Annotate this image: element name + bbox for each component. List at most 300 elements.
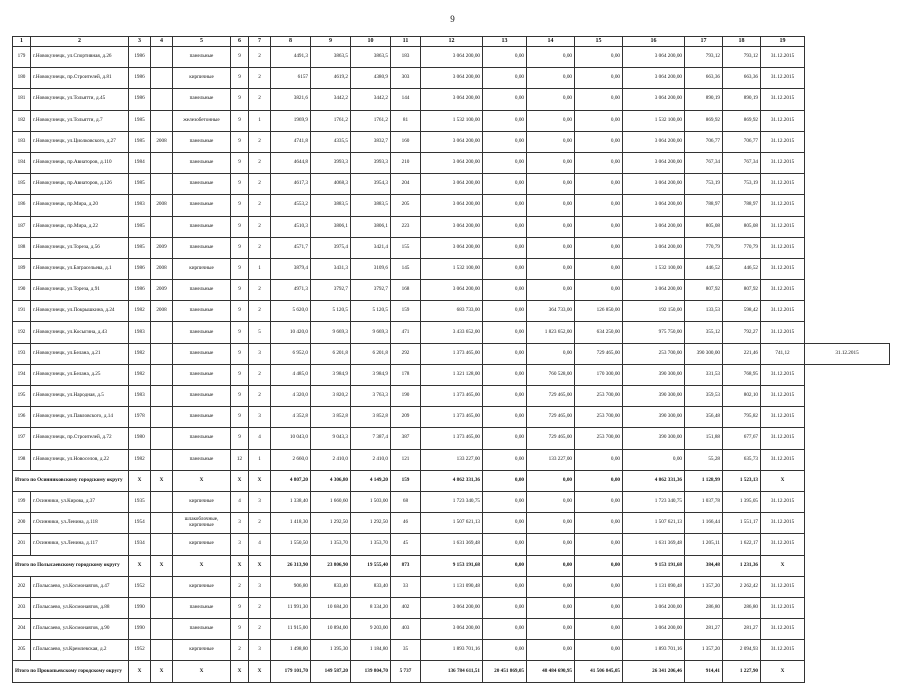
column-header: 6 bbox=[231, 37, 249, 47]
table-row bbox=[13, 449, 890, 470]
table-cell: кирпичные bbox=[173, 258, 231, 279]
table-cell: 4741,8 bbox=[271, 131, 311, 152]
table-cell: 1 292,50 bbox=[351, 513, 391, 534]
table-cell: 3 433 652,00 bbox=[421, 322, 483, 343]
address-cell: г.Новокузнецк, ул.Тольятти, д.7 bbox=[31, 110, 129, 131]
table-cell: 729 465,00 bbox=[575, 343, 623, 364]
table-cell: 9 bbox=[231, 216, 249, 237]
table-cell: 9 153 191,68 bbox=[623, 555, 685, 576]
table-cell: 807,92 bbox=[723, 280, 761, 301]
table-cell: 1 503,00 bbox=[351, 491, 391, 512]
address-cell: г.Новокузнецк, ул.Белана, д.21 bbox=[31, 343, 129, 364]
table-cell: 795,82 bbox=[723, 407, 761, 428]
table-cell: 0,00 bbox=[575, 152, 623, 173]
table-cell: 4553,2 bbox=[271, 195, 311, 216]
table-cell: 196 bbox=[13, 407, 31, 428]
table-cell: 3 064 200,00 bbox=[623, 597, 685, 618]
table-cell bbox=[151, 47, 173, 68]
table-cell: 5 620,0 bbox=[271, 301, 311, 322]
table-cell: 2 bbox=[249, 152, 271, 173]
table-cell: 0,00 bbox=[483, 152, 527, 173]
table-cell: 1 507 621,13 bbox=[421, 513, 483, 534]
table-cell: 753,19 bbox=[723, 174, 761, 195]
table-cell: 4491,3 bbox=[271, 47, 311, 68]
table-cell: 1 395,05 bbox=[723, 491, 761, 512]
column-header: 10 bbox=[351, 37, 391, 47]
table-cell: X bbox=[761, 661, 805, 682]
table-cell: 145 bbox=[391, 258, 421, 279]
table-cell: 5 bbox=[249, 322, 271, 343]
table-cell: 3 852,8 bbox=[351, 407, 391, 428]
table-cell: 31.12.2015 bbox=[761, 152, 805, 173]
table-cell: 0,00 bbox=[575, 47, 623, 68]
column-header: 14 bbox=[527, 37, 575, 47]
table-cell: 253 700,00 bbox=[575, 386, 623, 407]
table-cell: 189 bbox=[13, 258, 31, 279]
table-cell: 2 bbox=[249, 174, 271, 195]
table-cell: 179 bbox=[13, 47, 31, 68]
table-cell: кирпичные bbox=[173, 534, 231, 555]
table-cell: 286,80 bbox=[685, 597, 723, 618]
table-cell: 133 227,00 bbox=[421, 449, 483, 470]
subtotal-label: Итого по Полысаевскому городскому округу bbox=[13, 555, 129, 576]
table-cell bbox=[151, 364, 173, 385]
table-cell: шлакоблочные, кирпичные bbox=[173, 513, 231, 534]
table-cell: 1 227,90 bbox=[723, 661, 761, 682]
table-cell bbox=[151, 576, 173, 597]
table-cell: 4 320,0 bbox=[271, 386, 311, 407]
table-cell: панельные bbox=[173, 216, 231, 237]
table-cell: 31.12.2015 bbox=[761, 640, 805, 661]
table-cell: 31.12.2015 bbox=[761, 195, 805, 216]
table-cell: 194 bbox=[13, 364, 31, 385]
table-cell: 253 700,00 bbox=[623, 343, 685, 364]
table-cell: 10 684,20 bbox=[311, 597, 351, 618]
table-cell: 46 bbox=[391, 513, 421, 534]
table-cell: 4971,3 bbox=[271, 280, 311, 301]
subtotal-label: Итого по Прокопьевскому городскому округу bbox=[13, 661, 129, 682]
table-cell: 1 660,60 bbox=[311, 491, 351, 512]
table-cell: 1986 bbox=[129, 68, 151, 89]
table-cell bbox=[151, 407, 173, 428]
table-cell: 356,48 bbox=[685, 407, 723, 428]
table-cell: 1985 bbox=[129, 174, 151, 195]
table-cell: 3442,2 bbox=[351, 89, 391, 110]
table-row bbox=[13, 258, 890, 279]
table-cell: 81 bbox=[391, 110, 421, 131]
table-cell: 198 bbox=[13, 449, 31, 470]
table-cell: 281,27 bbox=[723, 619, 761, 640]
table-cell: 31.12.2015 bbox=[761, 216, 805, 237]
table-cell: 204 bbox=[13, 619, 31, 640]
table-cell: 359,53 bbox=[685, 386, 723, 407]
table-cell: 3806,1 bbox=[351, 216, 391, 237]
table-cell: 31.12.2015 bbox=[761, 174, 805, 195]
table-cell: 792,27 bbox=[723, 322, 761, 343]
table-cell: 31.12.2015 bbox=[761, 280, 805, 301]
address-cell: г.Новокузнецк, пр.Строителей, д.72 bbox=[31, 428, 129, 449]
table-row bbox=[13, 513, 890, 534]
table-cell: 1761,2 bbox=[311, 110, 351, 131]
table-cell: 201 bbox=[13, 534, 31, 555]
table-cell: 2008 bbox=[151, 301, 173, 322]
table-cell: 1969,9 bbox=[271, 110, 311, 131]
table-cell: 3 064 200,00 bbox=[623, 280, 685, 301]
table-cell: 209 bbox=[391, 407, 421, 428]
table-cell: кирпичные bbox=[173, 640, 231, 661]
table-cell: 471 bbox=[391, 322, 421, 343]
table-cell bbox=[151, 491, 173, 512]
table-cell: 9 bbox=[231, 619, 249, 640]
table-cell: 155 bbox=[391, 237, 421, 258]
column-header: 16 bbox=[623, 37, 685, 47]
table-cell: 136 784 611,51 bbox=[421, 661, 483, 682]
table-cell: 4 149,20 bbox=[351, 470, 391, 491]
column-header: 19 bbox=[761, 37, 805, 47]
table-cell: 0,00 bbox=[575, 619, 623, 640]
table-cell: 1 131 090,48 bbox=[421, 576, 483, 597]
table-cell: 0,00 bbox=[575, 534, 623, 555]
table-cell: 1986 bbox=[129, 258, 151, 279]
table-row bbox=[13, 343, 890, 364]
table-cell: 0,00 bbox=[527, 68, 575, 89]
table-cell: 1 231,36 bbox=[723, 555, 761, 576]
table-row bbox=[13, 110, 890, 131]
table-cell: 2 660,0 bbox=[271, 449, 311, 470]
table-cell: X bbox=[249, 470, 271, 491]
table-cell bbox=[151, 513, 173, 534]
table-cell: 221,46 bbox=[723, 343, 761, 364]
table-cell: 3975,4 bbox=[311, 237, 351, 258]
table-cell: 1 418,30 bbox=[271, 513, 311, 534]
table-cell: 9 153 191,68 bbox=[421, 555, 483, 576]
table-cell: 3 064 200,00 bbox=[421, 152, 483, 173]
table-cell: 598,42 bbox=[723, 301, 761, 322]
table-cell: 0,00 bbox=[483, 428, 527, 449]
table-cell: 0,00 bbox=[527, 47, 575, 68]
table-cell: X bbox=[231, 470, 249, 491]
table-cell: панельные bbox=[173, 364, 231, 385]
table-cell: 683 733,00 bbox=[421, 301, 483, 322]
table-cell: 1983 bbox=[129, 322, 151, 343]
table-cell: 2 094,93 bbox=[723, 640, 761, 661]
table-cell: 1982 bbox=[129, 364, 151, 385]
table-row bbox=[13, 364, 890, 385]
table-cell: 31.12.2015 bbox=[761, 407, 805, 428]
table-cell: 706,77 bbox=[685, 131, 723, 152]
table-cell: 0,00 bbox=[575, 195, 623, 216]
table-cell: 4 862 331,36 bbox=[421, 470, 483, 491]
table-cell: 9 bbox=[231, 322, 249, 343]
table-cell: 0,00 bbox=[483, 619, 527, 640]
table-cell bbox=[151, 68, 173, 89]
table-cell: 68 bbox=[391, 491, 421, 512]
table-cell: 159 bbox=[391, 470, 421, 491]
column-header: 8 bbox=[271, 37, 311, 47]
table-cell: 0,00 bbox=[527, 534, 575, 555]
table-cell: X bbox=[129, 661, 151, 682]
table-cell: 253 700,00 bbox=[575, 407, 623, 428]
table-cell: 9 bbox=[231, 47, 249, 68]
column-header: 5 bbox=[173, 37, 231, 47]
table-cell: 31.12.2015 bbox=[761, 619, 805, 640]
table-cell: 914,41 bbox=[685, 661, 723, 682]
table-cell: 2 bbox=[249, 89, 271, 110]
table-cell: 2 bbox=[249, 131, 271, 152]
table-cell: X bbox=[173, 555, 231, 576]
table-cell: 1 551,17 bbox=[723, 513, 761, 534]
table-cell: 31.12.2015 bbox=[761, 449, 805, 470]
table-cell: 890,19 bbox=[685, 89, 723, 110]
table-cell: X bbox=[151, 555, 173, 576]
table-cell bbox=[151, 597, 173, 618]
table-cell: 2 bbox=[249, 386, 271, 407]
table-cell: 0,00 bbox=[575, 597, 623, 618]
table-cell: 3 bbox=[249, 640, 271, 661]
table-cell: 0,00 bbox=[483, 407, 527, 428]
table-cell: 3 064 200,00 bbox=[623, 619, 685, 640]
table-cell: 0,00 bbox=[575, 89, 623, 110]
table-cell: 3421,4 bbox=[351, 237, 391, 258]
table-cell: 210 bbox=[391, 152, 421, 173]
table-cell: 3442,2 bbox=[311, 89, 351, 110]
table-cell: 1 357,20 bbox=[685, 640, 723, 661]
table-cell: 1 338,40 bbox=[271, 491, 311, 512]
table-cell: 0,00 bbox=[575, 280, 623, 301]
table-cell: 26 341 206,46 bbox=[623, 661, 685, 682]
table-row bbox=[13, 576, 890, 597]
table-cell: 0,00 bbox=[483, 449, 527, 470]
table-cell: 1 bbox=[249, 258, 271, 279]
table-cell: 3993,3 bbox=[311, 152, 351, 173]
table-cell: 1 631 369,48 bbox=[623, 534, 685, 555]
table-cell: 4 352,8 bbox=[271, 407, 311, 428]
table-cell: 4 bbox=[249, 534, 271, 555]
table-cell: 1 128,99 bbox=[685, 470, 723, 491]
table-cell: 6 952,0 bbox=[271, 343, 311, 364]
table-cell: 45 bbox=[391, 534, 421, 555]
table-cell: 3 064 200,00 bbox=[623, 237, 685, 258]
table-cell: 0,00 bbox=[527, 470, 575, 491]
table-row bbox=[13, 174, 890, 195]
table-cell: 3 064 200,00 bbox=[421, 47, 483, 68]
table-cell: 833,40 bbox=[311, 576, 351, 597]
address-cell: г.Осинники, ул.Ленина, д.118 bbox=[31, 513, 129, 534]
table-cell: панельные bbox=[173, 237, 231, 258]
table-cell: 0,00 bbox=[483, 513, 527, 534]
table-cell: 133 227,00 bbox=[527, 449, 575, 470]
table-cell: 635,73 bbox=[723, 449, 761, 470]
table-cell: 31.12.2015 bbox=[761, 386, 805, 407]
table-cell: 10 420,0 bbox=[271, 322, 311, 343]
table-cell: 190 bbox=[391, 386, 421, 407]
table-cell: 19 555,40 bbox=[351, 555, 391, 576]
table-cell: 1954 bbox=[129, 513, 151, 534]
table-cell bbox=[151, 89, 173, 110]
table-row bbox=[13, 47, 890, 68]
table-cell bbox=[151, 322, 173, 343]
table-cell: 204 bbox=[391, 174, 421, 195]
table-cell: 4619,2 bbox=[311, 68, 351, 89]
table-cell: 793,12 bbox=[685, 47, 723, 68]
table-cell: 2 bbox=[249, 513, 271, 534]
table-cell: 3 064 200,00 bbox=[623, 152, 685, 173]
table-cell: 3832,7 bbox=[351, 131, 391, 152]
table-row bbox=[13, 216, 890, 237]
table-cell: 200 bbox=[13, 513, 31, 534]
table-cell: 1982 bbox=[129, 301, 151, 322]
table-cell: X bbox=[129, 470, 151, 491]
table-row bbox=[13, 322, 890, 343]
table-cell: панельные bbox=[173, 174, 231, 195]
table-cell: 20 451 869,05 bbox=[483, 661, 527, 682]
column-header: 11 bbox=[391, 37, 421, 47]
table-cell: 802,10 bbox=[723, 386, 761, 407]
table-row bbox=[13, 428, 890, 449]
table-cell: 9 bbox=[231, 280, 249, 301]
table-cell: 190 bbox=[13, 280, 31, 301]
table-cell: 0,00 bbox=[527, 89, 575, 110]
table-cell: 1985 bbox=[129, 237, 151, 258]
table-cell: 0,00 bbox=[483, 386, 527, 407]
table-cell: 0,00 bbox=[527, 640, 575, 661]
table-cell: 2008 bbox=[151, 258, 173, 279]
table-cell: панельные bbox=[173, 386, 231, 407]
table-cell: 0,00 bbox=[527, 258, 575, 279]
table-cell: 0,00 bbox=[483, 555, 527, 576]
table-cell: 31.12.2015 bbox=[761, 89, 805, 110]
table-cell: 168 bbox=[391, 280, 421, 301]
table-cell: 1 037,78 bbox=[685, 491, 723, 512]
table-cell: 31.12.2015 bbox=[761, 110, 805, 131]
table-cell: панельные bbox=[173, 619, 231, 640]
table-cell: 6157 bbox=[271, 68, 311, 89]
subtotal-row bbox=[13, 555, 890, 576]
table-cell: 0,00 bbox=[527, 216, 575, 237]
table-cell: 139 804,70 bbox=[351, 661, 391, 682]
table-cell: панельные bbox=[173, 89, 231, 110]
table-cell: 390 300,00 bbox=[623, 407, 685, 428]
table-row bbox=[13, 195, 890, 216]
table-cell: 0,00 bbox=[483, 534, 527, 555]
table-cell: 1 532 100,00 bbox=[421, 258, 483, 279]
table-cell: 31.12.2015 bbox=[761, 491, 805, 512]
table-cell: 9 bbox=[231, 258, 249, 279]
table-cell: 1 532 100,00 bbox=[623, 258, 685, 279]
table-cell: 0,00 bbox=[483, 491, 527, 512]
table-cell: 1 498,80 bbox=[271, 640, 311, 661]
table-cell: 55,28 bbox=[685, 449, 723, 470]
table-cell: 1934 bbox=[129, 534, 151, 555]
table-cell: 1 292,50 bbox=[311, 513, 351, 534]
table-cell: 199 bbox=[13, 491, 31, 512]
table-cell: 753,19 bbox=[685, 174, 723, 195]
address-cell: г.Новокузнецк, ул.Покрышкина, д.24 bbox=[31, 301, 129, 322]
table-cell: 3 064 200,00 bbox=[421, 195, 483, 216]
table-cell: 9 203,00 bbox=[351, 619, 391, 640]
table-cell: X bbox=[249, 555, 271, 576]
table-cell: 0,00 bbox=[527, 152, 575, 173]
table-cell: 0,00 bbox=[575, 470, 623, 491]
table-cell bbox=[151, 619, 173, 640]
table-cell: 3 064 200,00 bbox=[623, 195, 685, 216]
table-cell: 0,00 bbox=[575, 174, 623, 195]
table-cell: панельные bbox=[173, 428, 231, 449]
table-cell: 0,00 bbox=[575, 449, 623, 470]
table-cell: панельные bbox=[173, 47, 231, 68]
table-cell: 1 523,13 bbox=[723, 470, 761, 491]
table-cell: 31.12.2015 bbox=[761, 322, 805, 343]
address-cell: г.Новокузнецк, ул.Тольятти, д.45 bbox=[31, 89, 129, 110]
table-cell: 1 893 701,16 bbox=[623, 640, 685, 661]
table-cell: 9 bbox=[231, 237, 249, 258]
address-cell: г.Новокузнецк, ул.Белана, д.25 bbox=[31, 364, 129, 385]
table-cell: 3993,3 bbox=[351, 152, 391, 173]
table-cell: 3 bbox=[249, 576, 271, 597]
table-cell: 1983 bbox=[129, 386, 151, 407]
table-cell: 12 bbox=[231, 449, 249, 470]
table-cell: 31.12.2015 bbox=[761, 237, 805, 258]
table-cell: 1982 bbox=[129, 343, 151, 364]
table-cell: 1 357,20 bbox=[685, 576, 723, 597]
table-cell: 0,00 bbox=[527, 131, 575, 152]
table-cell: 0,00 bbox=[575, 258, 623, 279]
table-cell: 3 bbox=[231, 534, 249, 555]
table-cell: 9 bbox=[231, 174, 249, 195]
column-header: 18 bbox=[723, 37, 761, 47]
table-cell: 1 723 340,75 bbox=[421, 491, 483, 512]
table-cell: 729 465,00 bbox=[527, 386, 575, 407]
address-cell: г.Новокузнецк, пр.Авиаторов, д.126 bbox=[31, 174, 129, 195]
table-cell: 0,00 bbox=[483, 110, 527, 131]
table-cell: 4 485,0 bbox=[271, 364, 311, 385]
table-cell: 3 763,3 bbox=[351, 386, 391, 407]
table-cell: 402 bbox=[391, 597, 421, 618]
table-row bbox=[13, 301, 890, 322]
table-cell: 10 043,0 bbox=[271, 428, 311, 449]
table-cell: 0,00 bbox=[483, 343, 527, 364]
table-row bbox=[13, 619, 890, 640]
table-cell: 387 bbox=[391, 428, 421, 449]
table-cell: X bbox=[173, 470, 231, 491]
table-cell: 403 bbox=[391, 619, 421, 640]
table-cell: 3 064 200,00 bbox=[421, 619, 483, 640]
table-cell: 0,00 bbox=[527, 576, 575, 597]
table-cell: 1 532 100,00 bbox=[421, 110, 483, 131]
table-cell: 1 373 465,00 bbox=[421, 407, 483, 428]
table-cell: 0,00 bbox=[527, 237, 575, 258]
table-cell: 906,80 bbox=[271, 576, 311, 597]
table-cell: 1986 bbox=[129, 280, 151, 301]
table-cell: 0,00 bbox=[483, 89, 527, 110]
table-cell: 144 bbox=[391, 89, 421, 110]
table-cell: 2 bbox=[249, 364, 271, 385]
table-cell: X bbox=[151, 661, 173, 682]
table-cell: 3 064 200,00 bbox=[421, 131, 483, 152]
subtotal-label: Итого по Осинниковскому городскому округу bbox=[13, 470, 129, 491]
table-cell: 1 893 701,16 bbox=[421, 640, 483, 661]
table-cell: 390 300,00 bbox=[623, 386, 685, 407]
table-cell: 1 353,70 bbox=[311, 534, 351, 555]
table-cell: 1 131 090,48 bbox=[623, 576, 685, 597]
table-cell: 2008 bbox=[151, 195, 173, 216]
address-cell: г.Новокузнецк, ул.Павловского, д.14 bbox=[31, 407, 129, 428]
table-cell: 187 bbox=[13, 216, 31, 237]
table-cell: 133,53 bbox=[685, 301, 723, 322]
register-table bbox=[12, 36, 890, 683]
table-cell bbox=[151, 152, 173, 173]
table-cell: 384,48 bbox=[685, 555, 723, 576]
